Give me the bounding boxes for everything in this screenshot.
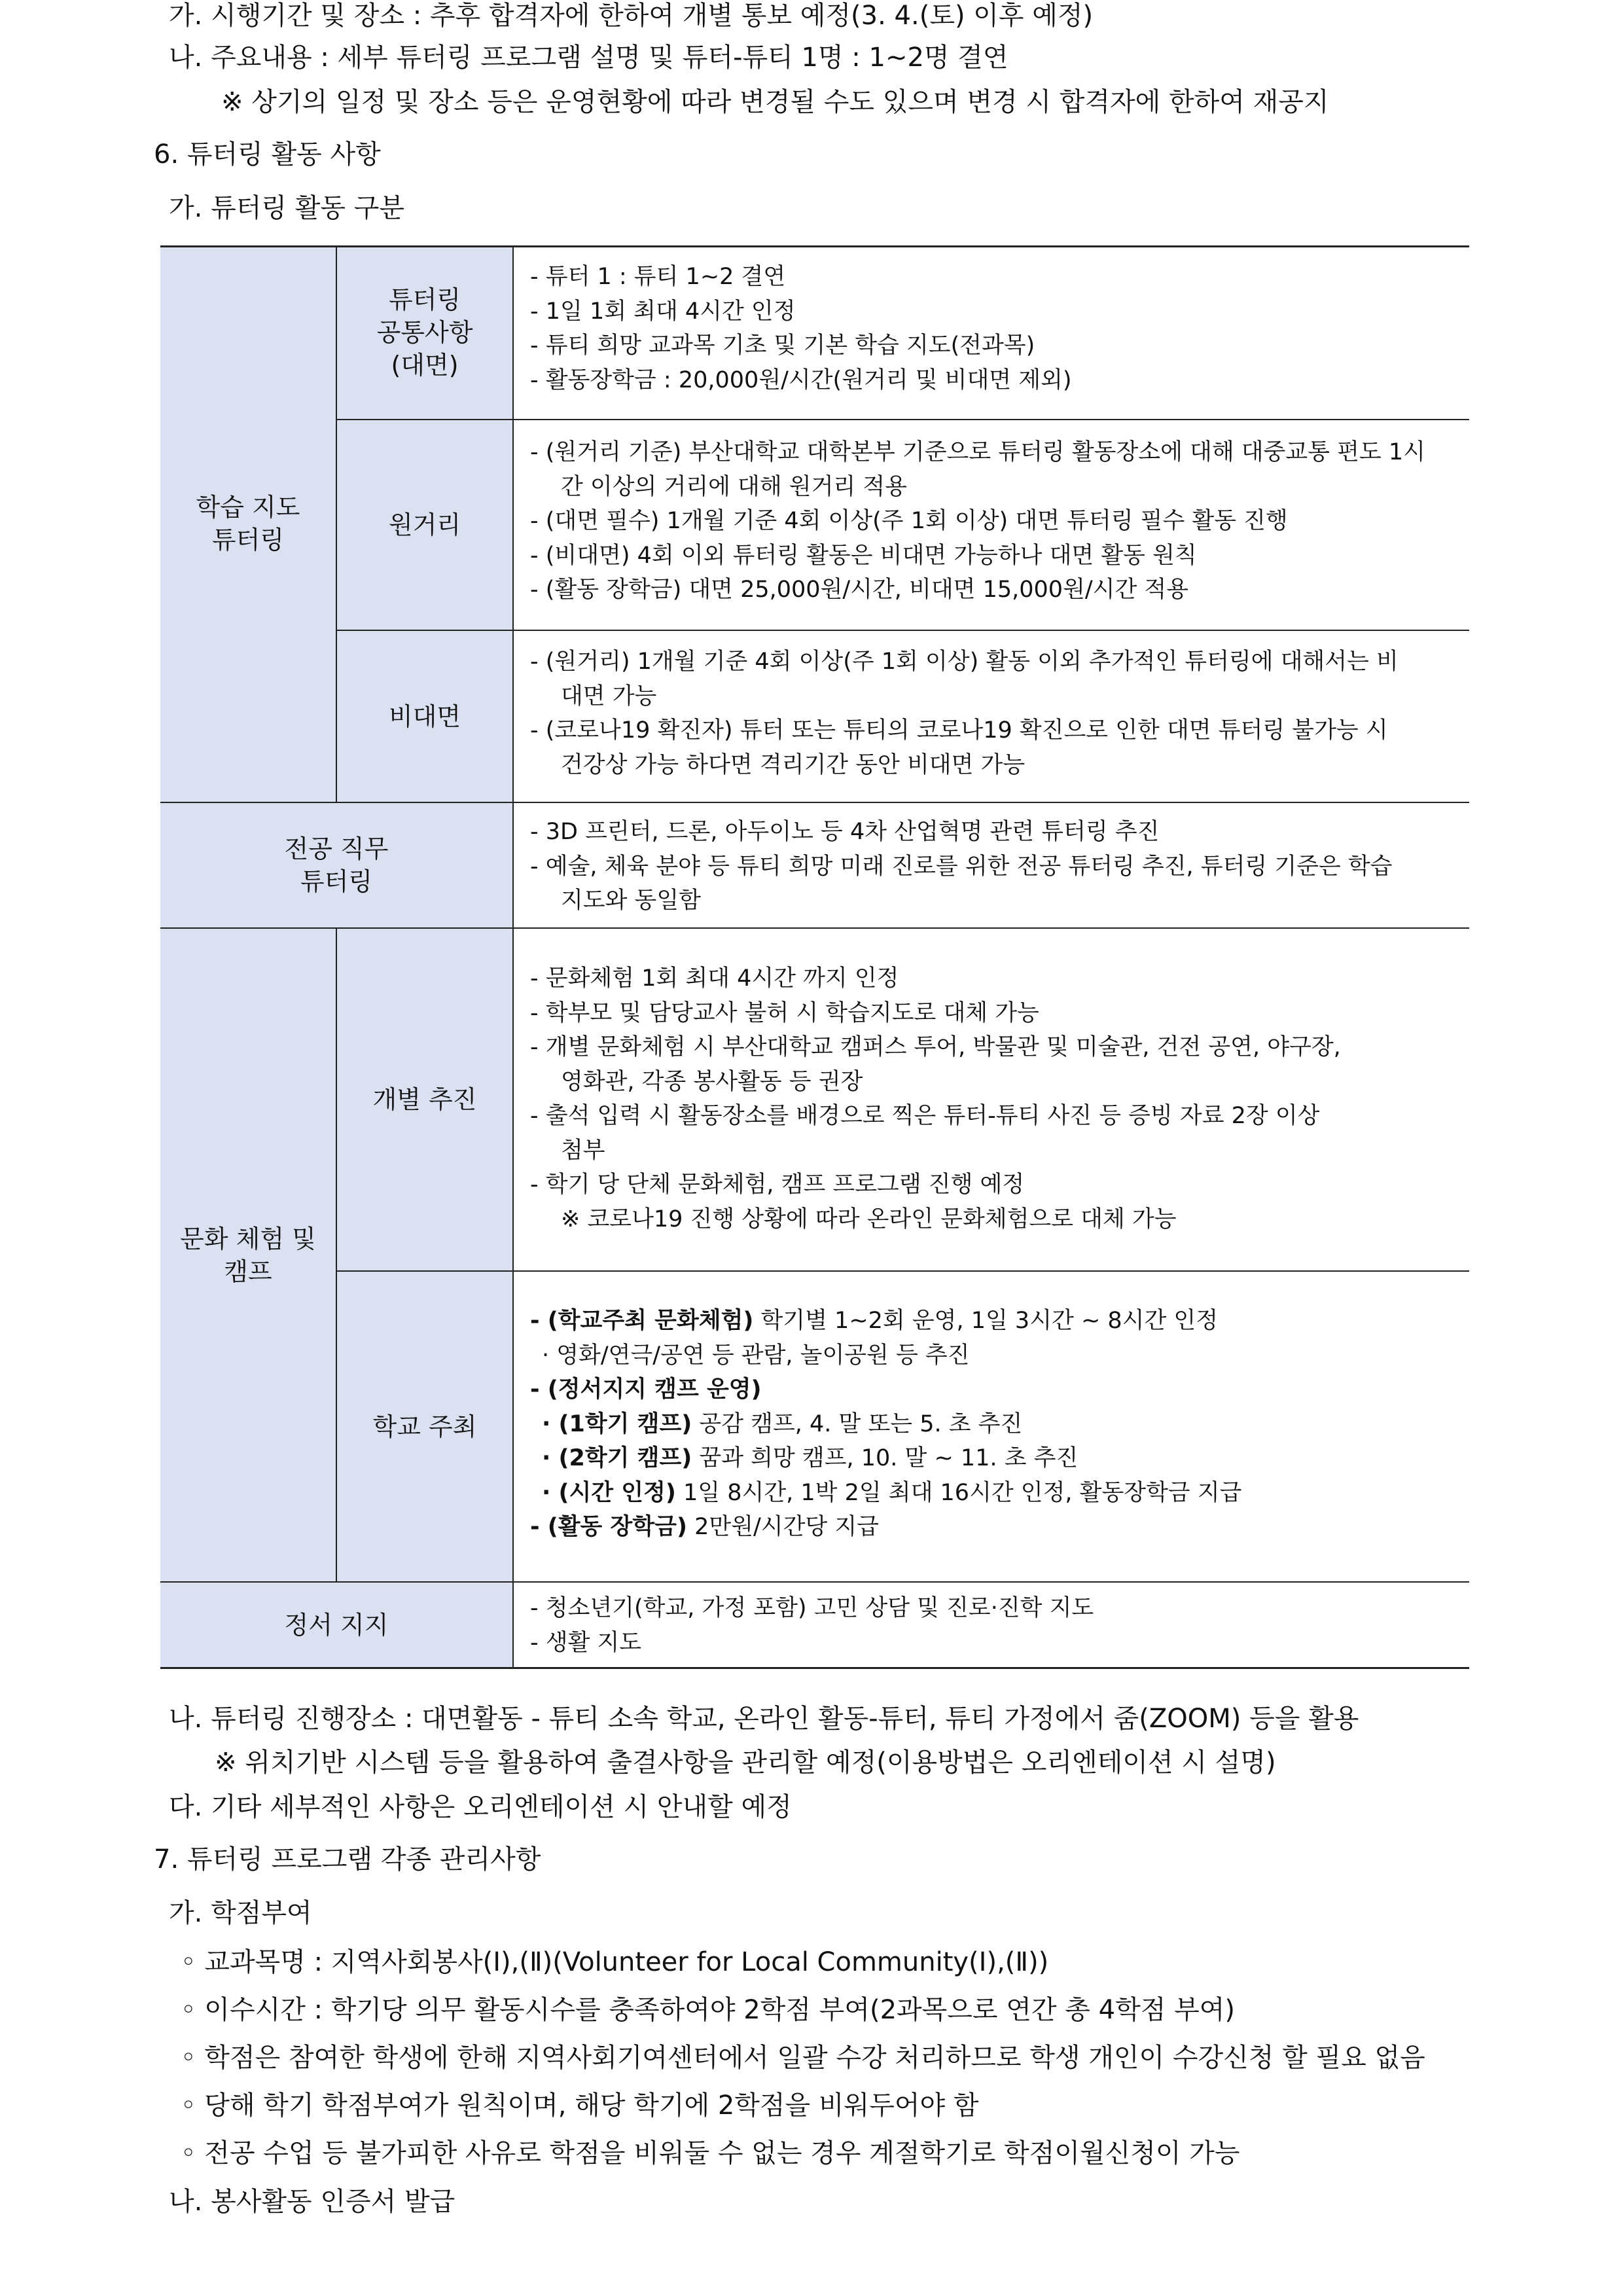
major-content <box>530 815 1393 918</box>
certificate-line: 나. 봉사활동 인증서 발급 <box>169 2187 455 2217</box>
individual-line: - 개별 문화체험 시 부산대학교 캠퍼스 투어, 박물관 및 미술관, 건전 공연, 야구장, <box>530 1034 1341 1060</box>
remote-line: - (대면 필수) 1개월 기준 4회 이상(주 1회 이상) 대면 튜터링 필수 활동 진행 <box>530 508 1288 534</box>
category-learning-cell <box>160 245 336 802</box>
category-major-line1: 전공 직무 <box>284 834 389 863</box>
individual-line: 첨부 <box>561 1137 605 1164</box>
table-rule <box>160 927 1469 929</box>
school-line <box>530 1441 1241 1476</box>
sub-school-cell <box>337 1272 512 1581</box>
school-line-text: 학기별 1~2회 운영, 1일 3시간 ~ 8시간 인정 <box>753 1308 1219 1334</box>
school-line-bold: · (2학기 캠프) <box>542 1445 692 1471</box>
other-details-line: 다. 기타 세부적인 사항은 오리엔테이션 시 안내할 예정 <box>169 1792 792 1822</box>
individual-line: - 학기 당 단체 문화체험, 캠프 프로그램 진행 예정 <box>530 1172 1025 1198</box>
credit-bullet: ◦ 학점은 참여한 학생에 한해 지역사회기여센터에서 일괄 수강 처리하므로 학생 개인이 수강신청 할 필요 없음 <box>181 2043 1425 2073</box>
remote-line: - (비대면) 4회 이외 튜터링 활동은 비대면 가능하나 대면 활동 원칙 <box>530 542 1197 569</box>
table-col-rule <box>336 927 337 1583</box>
individual-line: - 학부모 및 담당교사 불허 시 학습지도로 대체 가능 <box>530 999 1039 1026</box>
school-line-text: 꿈과 희망 캠프, 10. 말 ~ 11. 초 추진 <box>692 1445 1079 1471</box>
category-culture-cell <box>160 929 336 1581</box>
emotion-content <box>530 1591 1094 1660</box>
category-emotion-cell <box>160 1583 512 1668</box>
sub-common-line1: 튜터링 <box>388 285 461 314</box>
sub-common-cell <box>337 245 512 419</box>
individual-line: ※ 코로나19 진행 상황에 따라 온라인 문화체험으로 대체 가능 <box>561 1206 1177 1232</box>
sub-individual-label: 개별 추진 <box>372 1085 477 1114</box>
school-line-text: · 영화/연극/공연 등 관람, 놀이공원 등 추진 <box>542 1342 970 1369</box>
category-culture-line1: 문화 체험 및 <box>180 1224 316 1253</box>
table-rule <box>160 802 1469 803</box>
tutoring-activity-table <box>160 245 1469 1669</box>
school-line-bold: - (활동 장학금) <box>530 1514 687 1540</box>
individual-line: 영화관, 각종 봉사활동 등 권장 <box>561 1068 863 1095</box>
table-border-bottom <box>160 1667 1469 1669</box>
school-line-bold: - (정서지지 캠프 운영) <box>530 1376 762 1403</box>
credit-bullet: ◦ 이수시간 : 학기당 의무 활동시수를 충족하여야 2학점 부여(2과목으로 연간 총 4학점 부여) <box>181 1995 1235 2025</box>
section-7-title: 7. 튜터링 프로그램 각종 관리사항 <box>154 1844 541 1874</box>
table-rule <box>336 630 1469 631</box>
online-line: 건강상 가능 하다면 격리기간 동안 비대면 가능 <box>561 751 1026 778</box>
credit-bullet: ◦ 전공 수업 등 불가피한 사유로 학점을 비워둘 수 없는 경우 계절학기로 학점이월신청이 가능 <box>181 2138 1240 2168</box>
remote-line: - (활동 장학금) 대면 25,000원/시간, 비대면 15,000원/시간 적용 <box>530 577 1189 603</box>
major-line: - 3D 프린터, 드론, 아두이노 등 4차 산업혁명 관련 튜터링 추진 <box>530 819 1160 845</box>
individual-line: - 문화체험 1회 최대 4시간 까지 인정 <box>530 965 899 992</box>
school-line-bold: - (학교주최 문화체험) <box>530 1308 754 1334</box>
table-col-rule <box>512 245 514 1669</box>
common-line: - 튜티 희망 교과목 기초 및 기본 학습 지도(전과목) <box>530 332 1035 359</box>
category-culture-line2: 캠프 <box>224 1257 272 1286</box>
credit-bullet: ◦ 당해 학기 학점부여가 원칙이며, 해당 학기에 2학점을 비워두어야 함 <box>181 2090 979 2121</box>
emotion-line: - 생활 지도 <box>530 1629 642 1656</box>
content-line: 나. 주요내용 : 세부 튜터링 프로그램 설명 및 튜터-튜티 1명 : 1~2명 결연 <box>169 43 1008 73</box>
table-rule <box>160 1581 1469 1583</box>
school-line-text: 2만원/시간당 지급 <box>687 1514 879 1540</box>
remote-content <box>530 435 1425 607</box>
major-line: - 예술, 체육 분야 등 튜티 희망 미래 진로를 위한 전공 튜터링 추진, 튜터링 기준은 학습 <box>530 853 1393 880</box>
sub-remote-cell <box>337 420 512 630</box>
school-line <box>530 1304 1241 1338</box>
school-line-text: 1일 8시간, 1박 2일 최대 16시간 인정, 활동장학금 지급 <box>675 1479 1242 1506</box>
school-content <box>530 1304 1241 1545</box>
individual-content <box>530 961 1341 1236</box>
major-line: 지도와 동일함 <box>561 888 701 914</box>
venue-line: 나. 튜터링 진행장소 : 대면활동 - 튜티 소속 학교, 온라인 활동-튜터, 튜티 가정에서 줌(ZOOM) 등을 활용 <box>169 1704 1359 1734</box>
section-6-subtitle: 가. 튜터링 활동 구분 <box>169 193 404 223</box>
school-line-bold: · (시간 인정) <box>542 1479 676 1506</box>
common-line: - 활동장학금 : 20,000원/시간(원거리 및 비대면 제외) <box>530 367 1072 393</box>
school-line-bold: · (1학기 캠프) <box>542 1410 692 1437</box>
table-col-rule <box>336 245 337 803</box>
emotion-line: - 청소년기(학교, 가정 포함) 고민 상담 및 진로·진학 지도 <box>530 1595 1094 1621</box>
school-line <box>530 1338 1241 1373</box>
sub-common-line2: 공통사항 <box>376 317 473 347</box>
sub-remote-label: 원거리 <box>388 511 461 539</box>
sub-online-cell <box>337 631 512 802</box>
table-rule <box>336 1270 1469 1272</box>
category-major-cell <box>160 803 512 927</box>
schedule-note: ※ 상기의 일정 및 장소 등은 운영현황에 따라 변경될 수도 있으며 변경 시 합격자에 한하여 재공지 <box>221 87 1329 117</box>
sub-online-label: 비대면 <box>388 702 461 731</box>
remote-line: 간 이상의 거리에 대해 원거리 적용 <box>561 473 907 500</box>
online-content <box>530 645 1399 782</box>
section-6-title: 6. 튜터링 활동 사항 <box>154 139 381 170</box>
online-line: - (원거리) 1개월 기준 4회 이상(주 1회 이상) 활동 이외 추가적인 튜터링에 대해서는 비 <box>530 649 1399 675</box>
table-rule <box>336 419 1469 420</box>
category-major-line2: 튜터링 <box>300 867 373 896</box>
common-line: - 1일 1회 최대 4시간 인정 <box>530 298 796 325</box>
school-line <box>530 1407 1241 1442</box>
common-content <box>530 260 1072 397</box>
category-learning-line1: 학습 지도 <box>196 493 300 522</box>
sub-individual-cell <box>337 929 512 1270</box>
school-line-text: 공감 캠프, 4. 말 또는 5. 초 추진 <box>692 1410 1023 1437</box>
common-line: - 튜터 1 : 튜티 1~2 결연 <box>530 264 786 290</box>
individual-line: - 출석 입력 시 활동장소를 배경으로 찍은 튜터-튜티 사진 등 증빙 자료 2장 이상 <box>530 1103 1320 1129</box>
category-learning-line2: 튜터링 <box>211 526 285 554</box>
sub-school-label: 학교 주최 <box>372 1412 477 1441</box>
school-line <box>530 1372 1241 1407</box>
credit-bullet: ◦ 교과목명 : 지역사회봉사(Ⅰ),(Ⅱ)(Volunteer for Local Community(Ⅰ),(Ⅱ)) <box>181 1947 1049 1977</box>
remote-line: - (원거리 기준) 부산대학교 대학본부 기준으로 튜터링 활동장소에 대해 대중교통 편도 1시 <box>530 439 1425 465</box>
attendance-note: ※ 위치기반 시스템 등을 활용하여 출결사항을 관리할 예정(이용방법은 오리엔테이션 시 설명) <box>215 1748 1276 1778</box>
schedule-line: 가. 시행기간 및 장소 : 추후 합격자에 한하여 개별 통보 예정(3. 4.(토) 이후 예정) <box>169 1 1094 31</box>
section-7-subtitle: 가. 학점부여 <box>169 1898 312 1928</box>
category-emotion-label: 정서 지지 <box>284 1611 389 1640</box>
sub-common-line3: (대면) <box>391 350 459 380</box>
school-line <box>530 1476 1241 1511</box>
online-line: 대면 가능 <box>561 683 657 709</box>
school-line <box>530 1510 1241 1545</box>
table-border-top <box>160 245 1469 247</box>
online-line: - (코로나19 확진자) 튜터 또는 튜티의 코로나19 확진으로 인한 대면 튜터링 불가능 시 <box>530 717 1388 744</box>
